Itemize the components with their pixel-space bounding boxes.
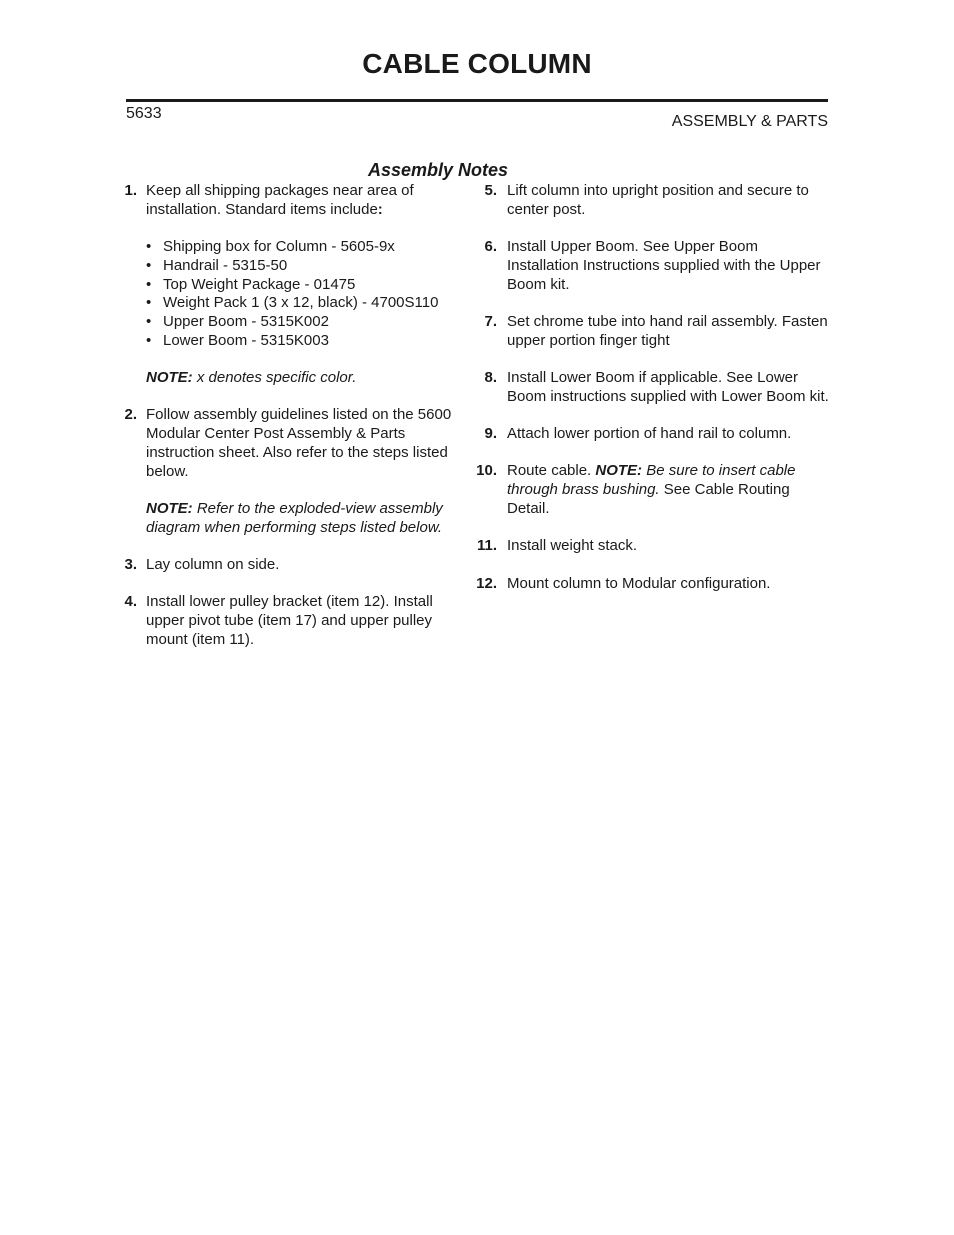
step-9 bbox=[478, 425, 833, 444]
step-text: Install lower pulley bracket (item 12). Install upper pivot tube (item 17) and upper pulley mount (item 11). bbox=[146, 593, 433, 648]
step-text: Install Lower Boom if applicable. See Lower Boom instructions supplied with Lower Boom kit. bbox=[507, 368, 829, 405]
notes-right-column bbox=[478, 182, 833, 612]
note-label: NOTE: bbox=[146, 499, 193, 517]
step-4 bbox=[120, 593, 465, 649]
step-number: 9. bbox=[484, 425, 497, 443]
step-text: Install weight stack. bbox=[507, 537, 638, 555]
step-text: Lay column on side. bbox=[146, 555, 280, 573]
list-item-text: Shipping box for Column - 5605-9x bbox=[163, 238, 395, 256]
step-number: 5. bbox=[484, 182, 497, 199]
step-text: Mount column to Modular configuration. bbox=[507, 574, 771, 592]
step-number: 3. bbox=[124, 555, 137, 573]
note-text: Be sure to insert cable through brass bushing. bbox=[507, 462, 796, 499]
step-1-note bbox=[146, 369, 465, 388]
list-item bbox=[146, 294, 465, 313]
step-text: Attach lower portion of hand rail to column. bbox=[507, 425, 792, 443]
list-item-text: Handrail - 5315-50 bbox=[163, 256, 288, 274]
bullet-icon: • bbox=[146, 312, 152, 330]
step-6 bbox=[478, 238, 833, 294]
list-item-text: Lower Boom - 5315K003 bbox=[163, 331, 329, 349]
step-text: Lift column into upright position and secure to center post. bbox=[507, 182, 809, 218]
step-10 bbox=[478, 462, 833, 518]
step-number: 6. bbox=[484, 238, 497, 256]
step-number: 7. bbox=[484, 312, 497, 330]
step-number: 1. bbox=[124, 182, 137, 199]
step-3 bbox=[120, 556, 465, 575]
bullet-icon: • bbox=[146, 294, 152, 312]
step-1-text: Keep all shipping packages near area of installation. Standard items include bbox=[146, 182, 414, 218]
list-item-text: Upper Boom - 5315K002 bbox=[163, 312, 329, 330]
model-number: 5633 bbox=[126, 105, 162, 122]
step-number: 2. bbox=[124, 406, 137, 424]
step-10-text-start: Route cable. bbox=[507, 462, 596, 480]
step-1 bbox=[120, 182, 465, 388]
step-2-text: Follow assembly guidelines listed on the 5600 Modular Center Post Assembly & Parts instruction sheet. Also refer to the steps listed below. bbox=[146, 406, 452, 480]
list-item-text: Weight Pack 1 (3 x 12, black) - 4700S110 bbox=[163, 294, 439, 312]
step-8 bbox=[478, 369, 833, 406]
step-5 bbox=[478, 182, 833, 219]
step-11 bbox=[478, 537, 833, 556]
step-12 bbox=[478, 575, 833, 594]
step-2 bbox=[120, 406, 465, 537]
list-item bbox=[146, 238, 465, 257]
page-title: CABLE COLUMN bbox=[362, 48, 592, 79]
note-text: Refer to the exploded-view assembly diagram when performing steps listed below. bbox=[146, 499, 443, 536]
bullet-icon: • bbox=[146, 331, 152, 349]
step-text bbox=[146, 182, 465, 388]
bullet-icon: • bbox=[146, 238, 152, 256]
step-text bbox=[507, 462, 833, 518]
assembly-notes-heading: Assembly Notes bbox=[367, 160, 509, 180]
step-number: 11. bbox=[476, 537, 497, 555]
list-item bbox=[146, 257, 465, 276]
bullet-icon: • bbox=[146, 275, 152, 293]
step-text: Install Upper Boom. See Upper Boom Installation Instructions supplied with the Upper Boom kit. bbox=[507, 238, 821, 293]
list-item bbox=[146, 332, 465, 351]
list-item bbox=[146, 276, 465, 295]
step-7 bbox=[478, 313, 833, 350]
note-text: x denotes specific color. bbox=[192, 369, 357, 386]
step-number: 4. bbox=[124, 593, 137, 611]
step-1-colon: : bbox=[377, 200, 383, 218]
standard-items-list bbox=[146, 238, 465, 350]
notes-left-column bbox=[120, 182, 465, 668]
step-number: 12. bbox=[476, 574, 497, 592]
bullet-icon: • bbox=[146, 256, 152, 274]
step-text: Set chrome tube into hand rail assembly. Fasten upper portion finger tight bbox=[507, 312, 828, 349]
list-item bbox=[146, 313, 465, 332]
step-number: 8. bbox=[484, 368, 497, 386]
note-label: NOTE: bbox=[146, 369, 193, 386]
step-number: 10. bbox=[476, 462, 497, 480]
title-divider bbox=[126, 99, 828, 102]
step-2-note bbox=[146, 500, 465, 537]
list-item-text: Top Weight Package - 01475 bbox=[163, 275, 356, 293]
step-text bbox=[146, 406, 465, 537]
step-10-text-end: See Cable Routing Detail. bbox=[507, 481, 790, 517]
section-label: ASSEMBLY & PARTS bbox=[671, 113, 828, 130]
note-label: NOTE: bbox=[595, 462, 643, 480]
